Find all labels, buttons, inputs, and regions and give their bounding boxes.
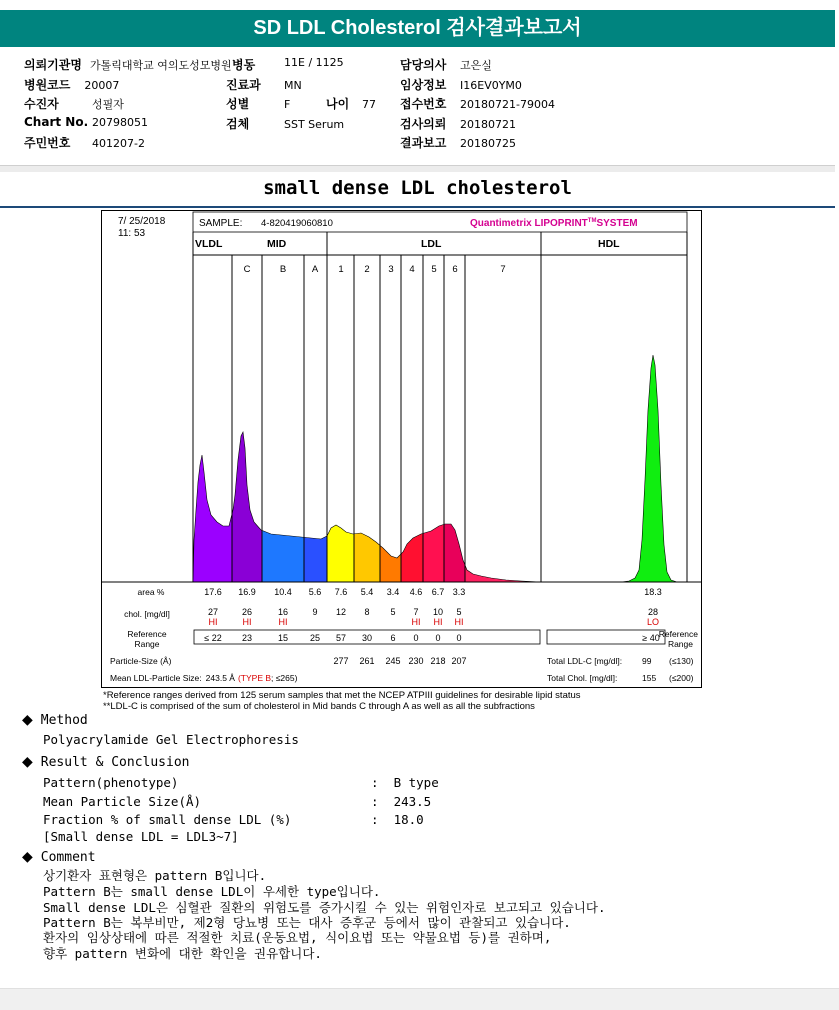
particle-size-cell: 245 <box>385 656 401 666</box>
chol-cell: 12 <box>335 607 347 617</box>
ref-range-cell: 0 <box>435 633 441 643</box>
bottom-bar <box>0 988 839 1010</box>
diamond-icon: ◆ <box>22 754 33 770</box>
total-chol-ref: (≤200) <box>669 673 694 683</box>
field-age: 나이 77 <box>326 97 376 111</box>
particle-size-cell: 207 <box>451 656 467 666</box>
chol-label: chol. [mg/dl] <box>124 609 170 619</box>
region-mid: MID <box>267 238 287 250</box>
chol-cell: 9 <box>312 607 318 617</box>
band-label-5: 5 <box>431 264 437 275</box>
field-doctor: 담당의사 고은실 <box>400 58 492 72</box>
ref-label-hdl-2: Range <box>667 639 693 649</box>
comment-heading: ◆ Comment <box>22 849 96 865</box>
ref-label-hdl-1: Reference <box>658 629 698 639</box>
ref-range-cell: 23 <box>241 633 253 643</box>
sample-id: 4-820419060810 <box>261 218 333 229</box>
total-chol-label: Total Chol. [mg/dl]: <box>547 673 618 683</box>
total-chol-value: 155 <box>642 673 657 683</box>
mean-ldl-size: Mean LDL-Particle Size: 243.5 Å (TYPE B; ≤265) <box>110 673 298 683</box>
field-department: 진료과 MN <box>226 78 302 92</box>
band-label-4: 4 <box>409 264 415 275</box>
comment-line: Pattern B는 small dense LDL이 우세한 type입니다. <box>43 884 381 899</box>
ref-range-cell: 25 <box>309 633 321 643</box>
field-chart-no: Chart No. 20798051 <box>24 115 148 129</box>
area-pct-label: area % <box>137 587 165 597</box>
flag-cell: HI <box>242 617 252 627</box>
method-heading: ◆ Method <box>22 712 88 728</box>
method-text: Polyacrylamide Gel Electrophoresis <box>43 732 299 747</box>
ref-range-cell: 0 <box>456 633 462 643</box>
band-label-a: A <box>311 264 319 275</box>
total-ldl-ref: (≤130) <box>669 656 694 666</box>
band-label-6: 6 <box>452 264 458 275</box>
comment-line: Pattern B는 복부비만, 제2형 당뇨병 또는 대사 증후군 등에서 많이 관찰되고 있습니다. <box>43 915 571 930</box>
chart-date: 7/ 25/2018 <box>118 216 166 227</box>
chol-cell: 28 <box>647 607 659 617</box>
area-pct-cell: 5.4 <box>360 587 374 597</box>
ref-range-cell: 15 <box>277 633 289 643</box>
result-row-size: Mean Particle Size(Å) : 243.5 <box>43 794 432 809</box>
area-pct-cell: 3.4 <box>386 587 400 597</box>
band-label-7: 7 <box>500 264 506 275</box>
ref-range-cell: 30 <box>361 633 373 643</box>
comment-line: 환자의 임상상태에 따른 적절한 치료(운동요법, 식이요법 또는 약물요법 등)를 권하며, <box>43 930 552 945</box>
field-report-date: 결과보고 20180725 <box>400 136 516 150</box>
result-note: [Small dense LDL = LDL3~7] <box>43 829 239 844</box>
ref-range-cell: 6 <box>390 633 396 643</box>
area-pct-cell: 10.4 <box>274 587 292 597</box>
flag-cell: LO <box>646 617 660 627</box>
result-row-pattern: Pattern(phenotype) : B type <box>43 775 439 790</box>
patient-info: 의뢰기관명 가톨릭대학교 여의도성모병원 병원코드 20007 수진자 성필자 Chart No. 20798051 주민번호 401207-2 11E / 1125 병동 진료과 MN 성별 F 나이 77 검체 SST Serum 담당의사 고은실 임상정보 I16EV0YM0 접수번호 20180721-79004 검사의뢰 20180721 결과보고 20180725 <box>0 50 835 166</box>
area-pct-cell: 7.6 <box>334 587 348 597</box>
comment-line: 상기환자 표현형은 pattern B입니다. <box>43 868 267 883</box>
area-pct-cell: 17.6 <box>204 587 222 597</box>
chol-cell: 10 <box>432 607 444 617</box>
area-pct-cell: 18.3 <box>644 587 662 597</box>
band-label-2: 2 <box>364 264 370 275</box>
chol-cell: 27 <box>207 607 219 617</box>
total-ldl-value: 99 <box>642 656 652 666</box>
chol-cell: 5 <box>456 607 462 617</box>
comment-line: Small dense LDL은 심혈관 질환의 위험도를 증가시킬 수 있는 위험인자로 보고되고 있습니다. <box>43 900 606 915</box>
field-request-date: 검사의뢰 20180721 <box>400 117 516 131</box>
ref-range-cell: 57 <box>335 633 347 643</box>
diamond-icon: ◆ <box>22 712 33 728</box>
band-label-3: 3 <box>388 264 394 275</box>
flag-cell: HI <box>411 617 421 627</box>
field-patient-name: 수진자 성필자 <box>24 97 124 111</box>
field-clinical-info: 임상정보 I16EV0YM0 <box>400 78 522 92</box>
ref-range-cell: 0 <box>413 633 419 643</box>
chol-cell: 8 <box>364 607 370 617</box>
chart-time: 11: 53 <box>118 228 146 239</box>
particle-size-cell: 218 <box>430 656 446 666</box>
total-ldl-label: Total LDL-C [mg/dl]: <box>547 656 623 666</box>
field-institution: 의뢰기관명 가톨릭대학교 여의도성모병원 <box>24 58 232 72</box>
ref-range-cell: ≤ 22 <box>204 633 222 643</box>
particle-size-cell: 261 <box>359 656 375 666</box>
area-pct-cell: 5.6 <box>308 587 322 597</box>
diamond-icon: ◆ <box>22 849 33 865</box>
ref-label-2: Range <box>134 639 160 649</box>
band-label-b: B <box>279 264 287 275</box>
chol-cell: 7 <box>413 607 419 617</box>
area-pct-cell: 6.7 <box>431 587 445 597</box>
flag-cell: HI <box>208 617 218 627</box>
field-specimen: 검체 SST Serum <box>226 117 345 131</box>
sample-label: SAMPLE: <box>199 218 243 229</box>
area-pct-cell: 4.6 <box>409 587 423 597</box>
lipoprint-chart <box>101 210 702 688</box>
flag-cell: HI <box>454 617 464 627</box>
comment-line: 향후 pattern 변화에 대한 확인을 권유합니다. <box>43 946 322 961</box>
area-pct-cell: 16.9 <box>238 587 256 597</box>
footnote-2: **LDL-C is comprised of the sum of cholesterol in Mid bands C through A as well as all the subfractions <box>103 701 535 712</box>
chol-cell: 26 <box>241 607 253 617</box>
band-label-c: C <box>243 264 251 275</box>
particle-size-label: Particle-Size (Å) <box>110 656 172 666</box>
report-title: SD LDL Cholesterol 검사결과보고서 <box>0 10 835 47</box>
flag-cell: HI <box>433 617 443 627</box>
ref-label-1: Reference <box>127 629 167 639</box>
particle-size-cell: 230 <box>408 656 424 666</box>
band-label-1: 1 <box>338 264 344 275</box>
field-sex: 성별 F <box>226 97 291 111</box>
region-ldl: LDL <box>421 238 442 250</box>
field-resident-no: 주민번호 401207-2 <box>24 136 145 150</box>
field-hospital-code: 병원코드 20007 <box>24 78 120 92</box>
footnote-1: *Reference ranges derived from 125 serum samples that met the NCEP ATPIII guidelines for desirable lipid status <box>103 690 581 701</box>
result-heading: ◆ Result & Conclusion <box>22 754 190 770</box>
chart-section-title: small dense LDL cholesterol <box>0 172 835 208</box>
system-name: Quantimetrix LIPOPRINT™SYSTEM <box>470 218 638 229</box>
field-accession-no: 접수번호 20180721-79004 <box>400 97 555 111</box>
ref-range-hdl-cell: ≥ 40 <box>642 633 660 643</box>
chol-cell: 5 <box>390 607 396 617</box>
area-pct-cell: 3.3 <box>452 587 466 597</box>
region-hdl: HDL <box>598 238 620 250</box>
result-row-fraction: Fraction % of small dense LDL (%) : 18.0 <box>43 812 424 827</box>
region-vldl: VLDL <box>195 238 223 250</box>
particle-size-cell: 277 <box>333 656 349 666</box>
chol-cell: 16 <box>277 607 289 617</box>
flag-cell: HI <box>278 617 288 627</box>
